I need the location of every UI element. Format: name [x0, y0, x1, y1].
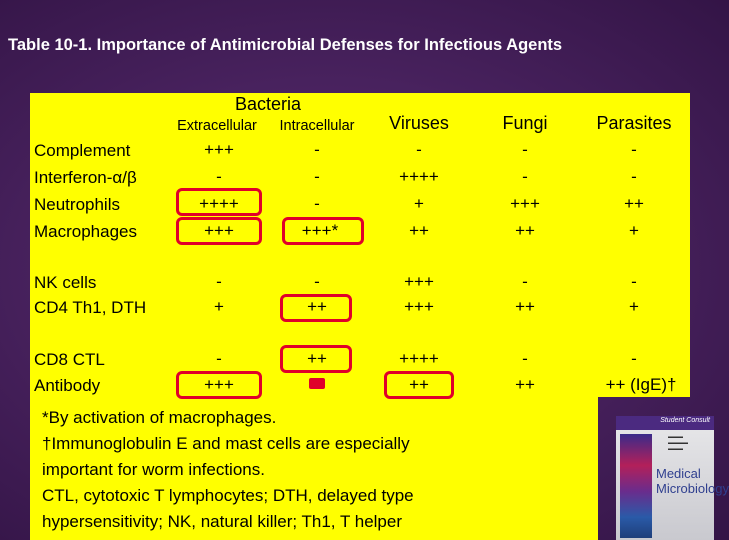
row-label-neutrophils: Neutrophils [34, 195, 120, 214]
row-label-complement: Complement [34, 141, 131, 160]
footnote-line-2: †Immunoglobulin E and mast cells are especially [42, 434, 410, 453]
highlight-box-antibody-extracellular [176, 371, 262, 399]
cell-complement-intracellular: - [314, 140, 320, 159]
cell-macrophages-viruses: ++ [409, 221, 429, 240]
cell-antibody-fungi: ++ [515, 375, 535, 394]
footnote-line-1: *By activation of macrophages. [42, 408, 277, 427]
cell-interferon-fungi: - [522, 167, 528, 186]
cell-cd8-viruses: ++++ [399, 349, 439, 368]
cell-nk-intracellular: - [314, 272, 320, 291]
cell-cd8-extracellular: - [216, 349, 222, 368]
cell-nk-extracellular: - [216, 272, 222, 291]
row-label-nk-cells: NK cells [34, 273, 97, 292]
header-parasites: Parasites [596, 113, 672, 133]
cell-cd4-parasites: + [629, 297, 639, 316]
table-panel [30, 93, 690, 397]
cell-cd4-fungi: ++ [515, 297, 535, 316]
cell-macrophages-fungi: ++ [515, 221, 535, 240]
cell-neutrophils-intracellular: - [314, 194, 320, 213]
cell-cd4-extracellular: + [214, 297, 224, 316]
cell-complement-fungi: - [522, 140, 528, 159]
cell-complement-extracellular: +++ [204, 140, 234, 159]
book-series-label: Student Consult [660, 417, 710, 424]
cell-cd8-parasites: - [631, 349, 637, 368]
row-label-cd8-ctl: CD8 CTL [34, 350, 105, 369]
book-cover-artwork [620, 434, 652, 538]
book-authors-block: ▬▬▬ ▬▬▬▬ ▬▬▬ [668, 434, 688, 452]
cell-nk-parasites: - [631, 272, 637, 291]
cell-complement-viruses: - [416, 140, 422, 159]
highlight-mark-antibody-intracellular [309, 378, 325, 389]
header-fungi: Fungi [502, 113, 548, 133]
cell-macrophages-parasites: + [629, 221, 639, 240]
cell-interferon-intracellular: - [314, 167, 320, 186]
cell-cd8-intracellular: ++ [307, 349, 327, 368]
header-intracellular: Intracellular [279, 118, 355, 134]
cell-interferon-parasites: - [631, 167, 637, 186]
cell-cd4-viruses: +++ [404, 297, 434, 316]
cell-cd4-intracellular: ++ [307, 297, 327, 316]
row-label-interferon: Interferon-α/β [34, 168, 137, 187]
row-label-macrophages: Macrophages [34, 222, 138, 241]
header-bacteria: Bacteria [234, 94, 302, 114]
slide-title: Table 10-1. Importance of Antimicrobial Defenses for Infectious Agents [8, 36, 563, 54]
cell-complement-parasites: - [631, 140, 637, 159]
book-title-line-1: Medical [656, 466, 701, 481]
row-label-cd4-th1: CD4 Th1, DTH [34, 298, 147, 317]
cell-neutrophils-fungi: +++ [510, 194, 540, 213]
cell-macrophages-extracellular: +++ [204, 221, 234, 240]
highlight-box-antibody-viruses [384, 371, 454, 399]
footnote-line-4: CTL, cytotoxic T lymphocytes; DTH, delayed type [42, 486, 414, 505]
book-title-line-2: Microbiology [656, 481, 729, 496]
highlight-box-macrophages-extracellular [176, 217, 262, 245]
highlight-box-neutrophils-extracellular [176, 188, 262, 216]
book-title [656, 466, 729, 496]
cell-neutrophils-viruses: + [414, 194, 424, 213]
cell-macrophages-intracellular: +++* [301, 221, 339, 240]
cell-antibody-parasites: ++ (IgE)† [605, 375, 677, 394]
cell-antibody-extracellular: +++ [204, 375, 234, 394]
cell-antibody-viruses: ++ [409, 375, 429, 394]
cell-interferon-viruses: ++++ [399, 167, 439, 186]
book-series-bar [616, 416, 714, 430]
book-cover-image [616, 416, 729, 540]
cell-neutrophils-extracellular: ++++ [199, 194, 239, 213]
header-viruses: Viruses [389, 113, 449, 133]
highlight-box-cd8-intracellular [280, 345, 352, 373]
footnote-line-5: hypersensitivity; NK, natural killer; Th1, T helper [42, 512, 402, 531]
cell-neutrophils-parasites: ++ [624, 194, 644, 213]
row-label-antibody: Antibody [34, 376, 101, 395]
highlight-box-macrophages-intracellular [282, 217, 364, 245]
footnote-line-3: important for worm infections. [42, 460, 265, 479]
highlight-box-cd4-intracellular [280, 294, 352, 322]
cell-cd8-fungi: - [522, 349, 528, 368]
header-extracellular: Extracellular [177, 118, 257, 134]
cell-nk-viruses: +++ [404, 272, 434, 291]
cell-interferon-extracellular: - [216, 167, 222, 186]
cell-nk-fungi: - [522, 272, 528, 291]
